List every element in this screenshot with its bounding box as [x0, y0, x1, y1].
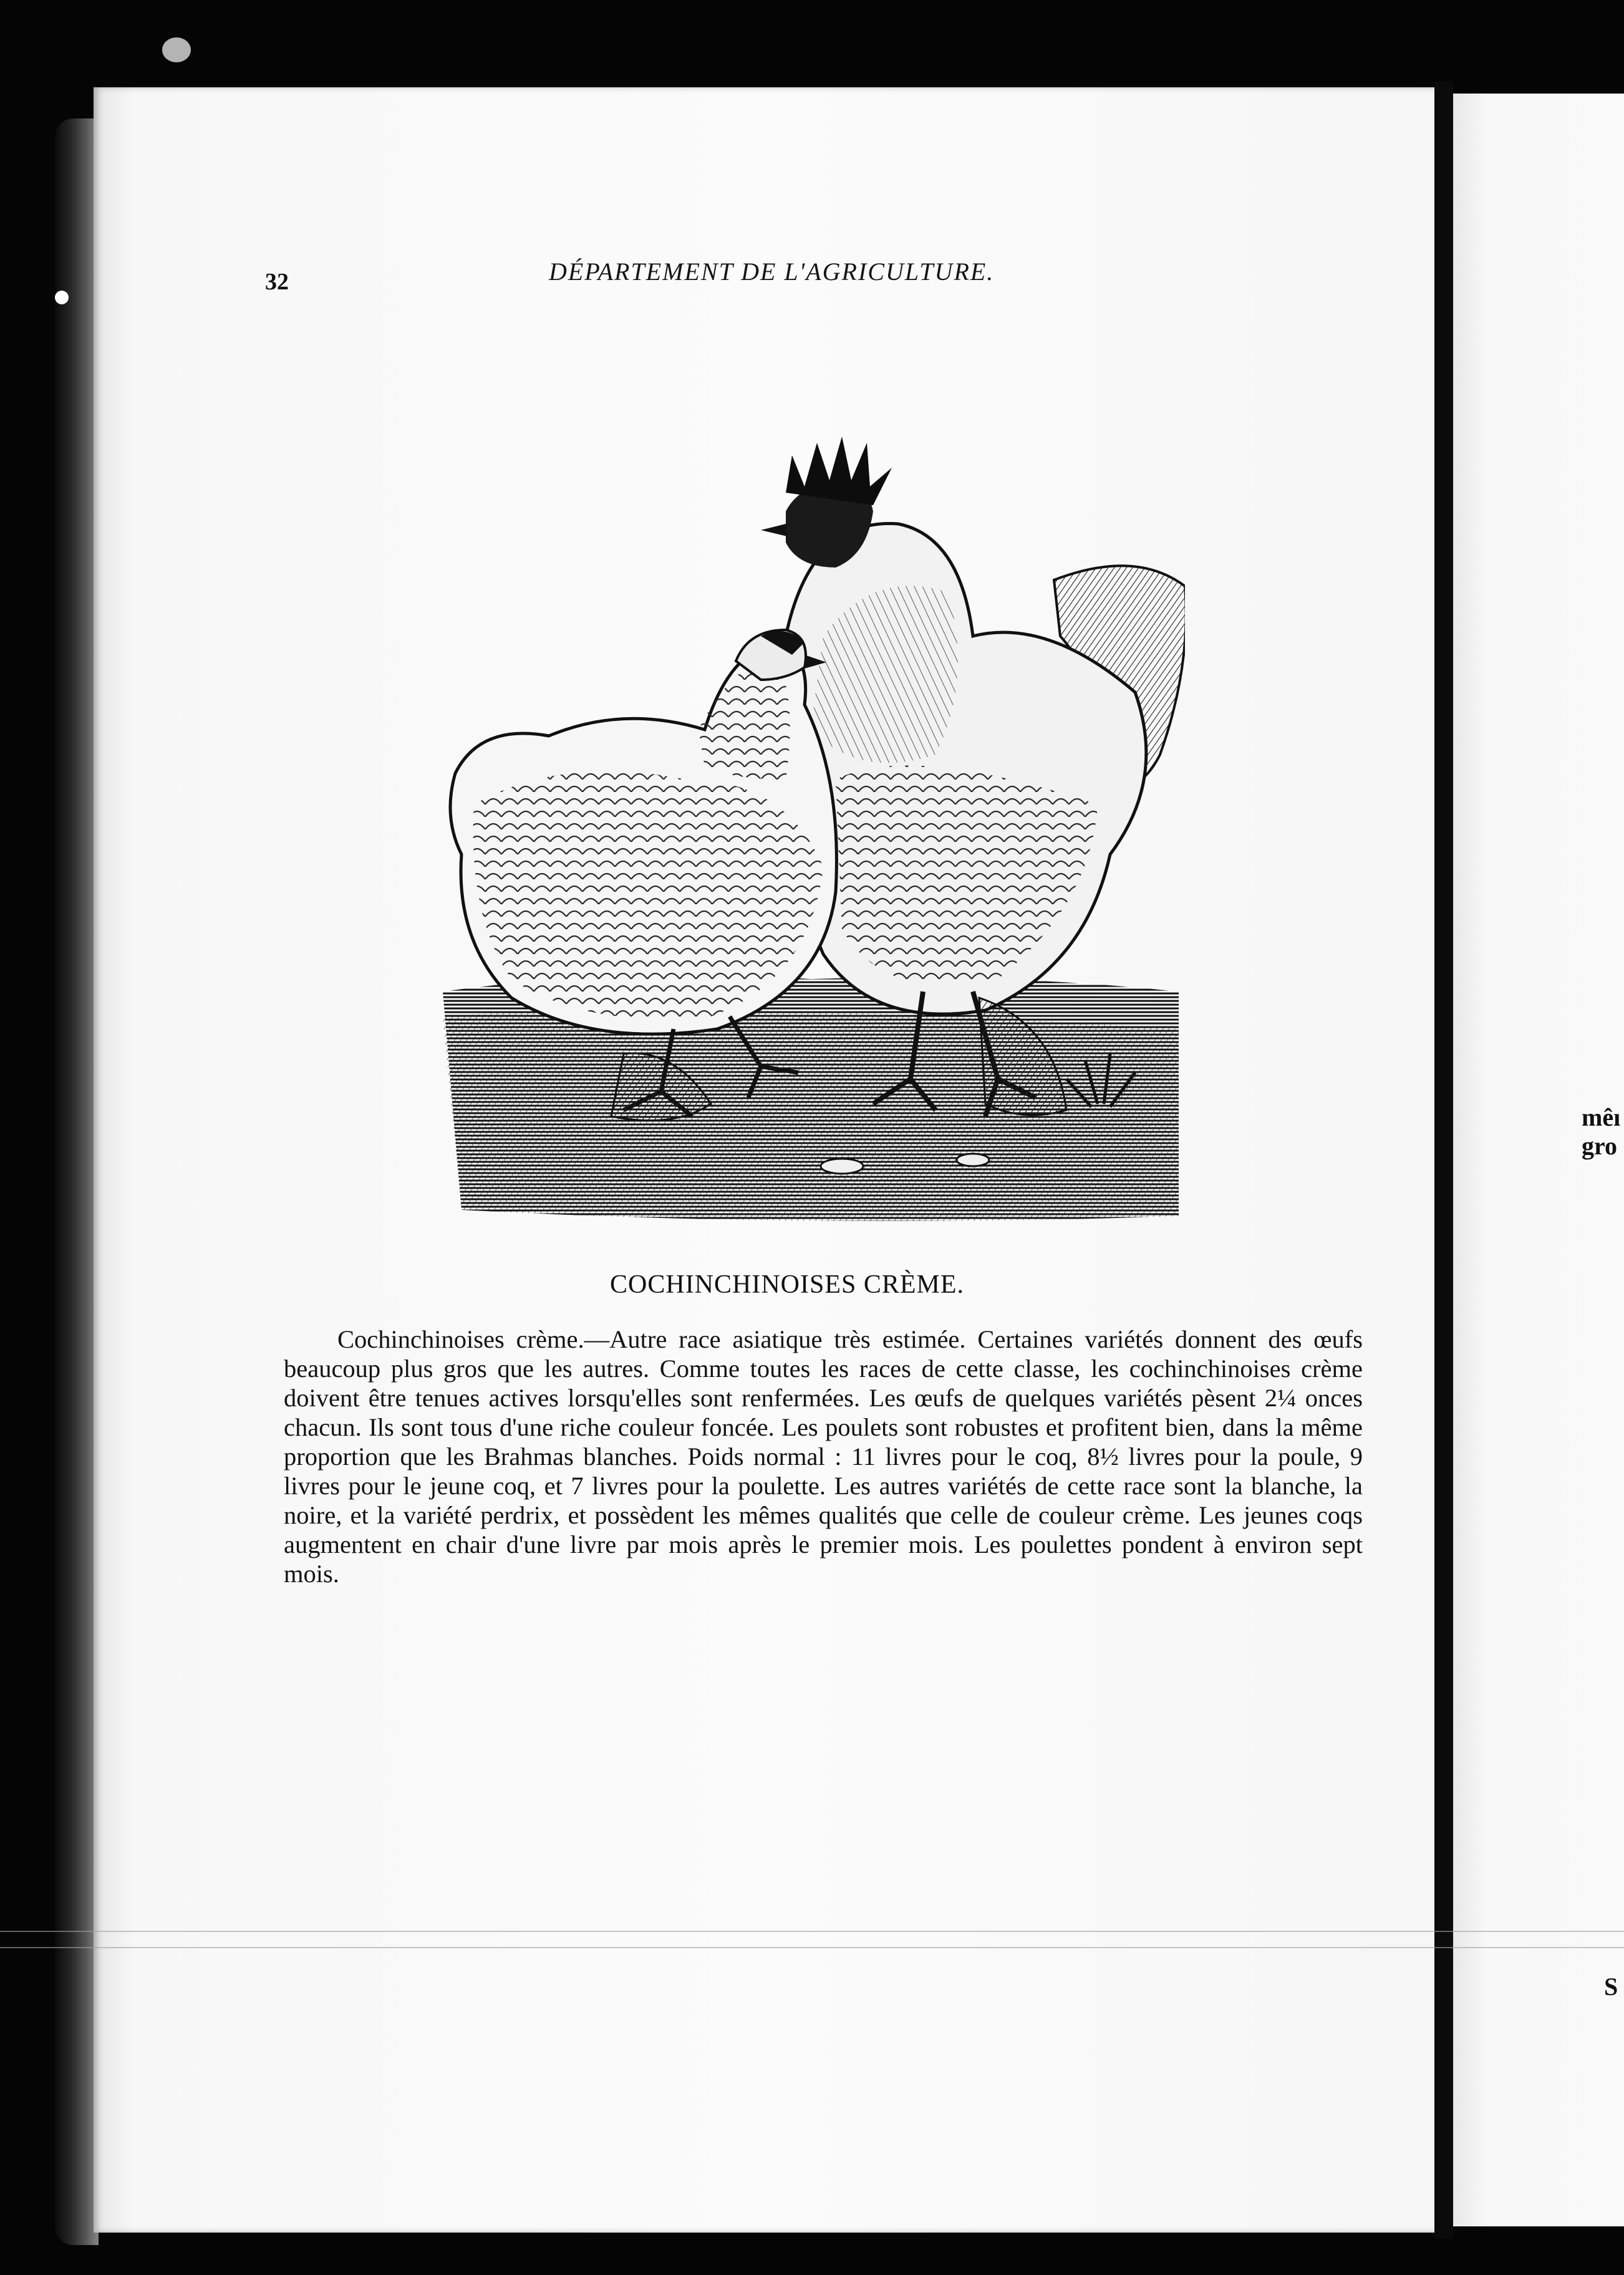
scan-line: [0, 1931, 1624, 1932]
scan-line: [0, 1947, 1624, 1948]
scan-speck: [162, 37, 191, 62]
page-number: 32: [265, 269, 289, 295]
figure-caption: COCHINCHINOISES CRÈME.: [610, 1270, 965, 1299]
right-page-fragment-1: mêı: [1582, 1103, 1621, 1131]
scan-speck: [55, 291, 69, 304]
body-paragraph: Cochinchinoises crème.—Autre race asiatique très estimée. Certaines variétés donnent des œufs beaucoup plus gros que les autres. Comme toutes les races de cette classe, les cochinchinoises crème doivent être tenues actives lorsqu'elles sont renfermées. Les œufs de quelques variétés pèsent 2¼ onces chacun. Ils sont tous d'une riche couleur foncée. Les poulets sont robustes et profitent bien, dans la même proportion que les Brahmas blanches. Poids normal : 11 livres pour le coq, 8½ livres pour la poule, 9 livres pour le jeune coq, et 7 livres pour la poulette. Les autres variétés de cette race sont la blanche, la noire, et la variété perdrix, et possèdent les mêmes qualités que celle de couleur crème. Les jeunes coqs augmentent en chair d'une livre par mois après le premier mois. Les poulettes pondent à environ sept mois.: [284, 1325, 1363, 1588]
right-page-fragment-2: gro: [1582, 1132, 1618, 1160]
right-page-fragment-3: S: [1604, 1973, 1618, 2001]
page-gutter: [1434, 81, 1453, 2239]
rooster-and-hen-engraving-icon: [437, 430, 1185, 1235]
running-head: DÉPARTEMENT DE L'AGRICULTURE.: [549, 258, 995, 286]
book-spine-shadow: [55, 118, 99, 2245]
